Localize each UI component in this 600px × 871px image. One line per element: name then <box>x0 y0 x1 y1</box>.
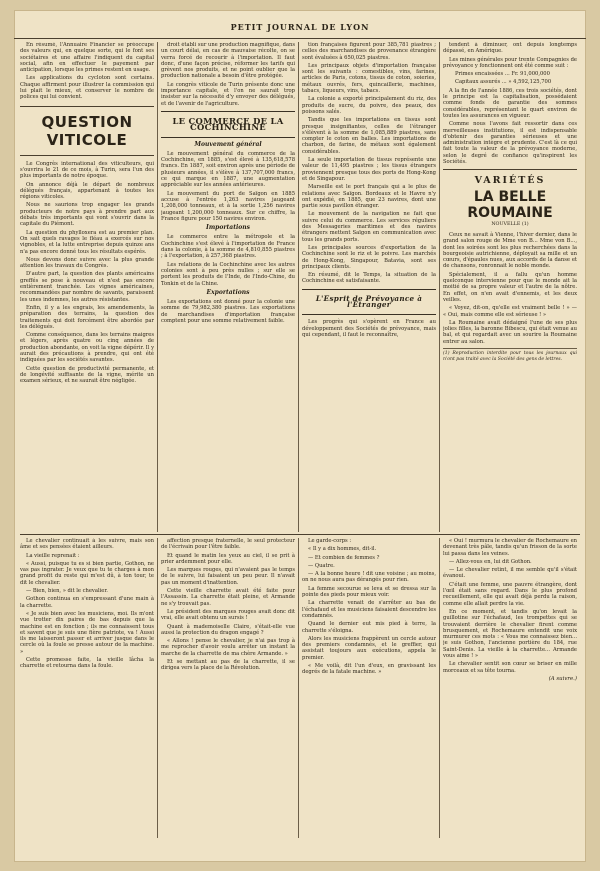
column-rule <box>157 42 158 532</box>
feuilleton-para: « Aussi, puisque tu es si bien partie, Gothon, ne vas pas ingrater. Je veux que tu te charges à mon grand profit du reste qui m'est dû, à ton tour, te dit le chevalier. <box>20 560 154 586</box>
col1-para: La question du phylloxera est au premier plan. On sait quels ravages le fléau a exercés sur nos vignobles, et la lutte entreprise depuis quinze ans n'a pas encore donné tous les résultats espérés. <box>20 229 154 255</box>
col2-para: Les relations de la Cochinchine avec les autres colonies sont à peu près nulles ; sur elle se portent les produits de l'Inde, de l'Indo-Chine, du Tonkin et de la Chine. <box>161 261 295 287</box>
subhead-mouvement: Mouvement général <box>194 140 262 148</box>
col3-para: En résumé, dit le Temps, la situation de la Cochinchine est satisfaisante. <box>302 272 436 285</box>
col1-para: Nous ne saurions trop engager les grands producteurs de notre pays à prendre part aux débats très importants qui vont s'ouvrir dans la capitale du Piémont. <box>20 202 154 228</box>
a-suivre: (A suivre.) <box>548 675 577 682</box>
divider <box>20 106 154 107</box>
column-2 <box>161 42 295 532</box>
col3-para: La seule importation de tissus représente une valeur de 11,495 piastres ; les tissus étrangers proviennent presque tous des ports de Hong-Kong et de Singapour. <box>302 157 436 182</box>
column-4 <box>443 42 577 532</box>
feuilleton-para: « Allons ! pense le chevalier, je n'ai pas trop à me reprocher d'avoir voulu arrêter un instant la marche de la charrette de ma chère Armande. » <box>161 638 295 657</box>
col1-lead-para-1: En résumé, l'Annuaire Financier se préoccupe des valeurs qui, en quelque sorte, qui le font ses sociétaires et une affaire l'indiquent du capital social, afin en effectuer le payement par anticipation, lorsque les primes restent en usage. <box>20 42 154 74</box>
feuilleton-para: « Oui ! murmura le chevalier de Rochemaure en devenant très pâle, tandis qu'un frisson de la sorte lui passa dans les veines. <box>443 538 577 557</box>
feuilleton-para: Quant à mademoiselle Claire, s'était-elle vue aussi la protection du dragon engagé ? <box>161 623 295 636</box>
col1-para: D'autre part, la question des plants américains greffés se pose à nouveau et n'est pas encore entièrement tranchée. Les vignes américaines, recommandées par nombre de savants, paraissent les unes indemnes, les autres résistantes. <box>20 271 154 303</box>
feuilleton-para: — Et combien de femmes ? <box>308 554 380 561</box>
col4-figure-line: Primes encaissées ... Fr. 91,000,000 <box>455 71 550 78</box>
feuilleton-para: Cette vieille charrette avait été faite pour l'Assassin. La charrette était pleine, et Armande ne s'y trouvait pas. <box>161 588 295 607</box>
col4-lead-para: A la fin de l'année 1886, ces trois sociétés, dont le principe est la capitalisation, possédaient comme fonds de garantie des sommes considérables, représentant le quart environ de toutes les assurances en vigueur. <box>443 87 577 119</box>
col3-para: La colonie a exporté principalement du riz, des produits de sucre, du poivre, des peaux, des poissons salés. <box>302 96 436 115</box>
feuilleton-para: Gothon continua en s'empressant d'une main à la charrette. <box>20 596 154 609</box>
newspaper-page <box>14 10 586 862</box>
col4-lead-para: Comme nous l'avons fait ressortir dans ces merveilleuses institutions, il est indispensable d'obtenir des garanties sérieuses et une administration intègre et prudente. C'est là ce qui fait toute la valeur de la prévoyance moderne, selon le degré de confiance qu'inspirent les Sociétés. <box>443 121 577 166</box>
feuilleton-para: Et se mettant au pas de la charrette, il se dirigea vers la place de la Révolution. <box>161 659 295 672</box>
feuilleton-column-4 <box>443 538 577 856</box>
col3-para: Marseille est le port français qui a le plus de relations avec Saïgon. Bordeaux et le Havre n'y ont expédié, en 1885, que 23 navires, dont une partie sous pavillon étranger. <box>302 184 436 210</box>
col1-para: Enfin, il y a les engrais, les amendements, la préparation des terrains, la question des traitements qui doit forcément être abordée par les délégués. <box>20 304 154 330</box>
col2-para: Le mouvement du port de Saïgon en 1885 accuse à l'entrée 1,263 navires jaugeant 1,208,000 tonneaux, et à la sortie 1,256 navires jaugeant 1,200,000 tonneaux. Sur ce chiffre, la France figure pour 150 navires environ. <box>161 190 295 222</box>
divider <box>20 155 154 156</box>
feuilleton-para: La vieille reprenait : <box>26 552 80 559</box>
feuilleton-para: « Je suis bien avec les musiciens, moi. Ils m'ont vue trotter dix paires de bas depuis que la machine est en fonction ; ils me connaissent tous et savent que je suis une fière patriote, va ! Aussi ils me laisseront passer et arriver jusque dans le cercle où la foule se presse autour de la machine. » <box>20 610 154 655</box>
feuilleton-para: « Il y a dix hommes, dit-il. <box>308 546 377 553</box>
column-rule <box>157 538 158 838</box>
feuilleton-para: Cette promesse faite, la vieille lâcha la charrette et retourna dans la foule. <box>20 657 154 670</box>
col2-para: Le commerce entre la métropole et la Cochinchine s'est élevé à l'importation de France dans la colonie, à la somme de 4,810,855 piastres ; à l'exportation, à 257,368 piastres. <box>161 234 295 260</box>
col3-para: Les principales sources d'exportation de la Cochinchine sont le riz et le poivre. Les marchés de Hong-Kong, Singapour, Batavia, sont ses principaux clients. <box>302 244 436 270</box>
feuilleton-para: Le garde-corps : <box>308 538 352 544</box>
feuilleton-para: En ce moment, et tandis qu'on levait la guillotine sur l'échafaud, les trompettes qui se trouvaient derrière le chevalier firent comme brusquement, et Rochemaure entendit une voix murmurer ces mots : « Vous me connaissez bien... je suis Gothon, l'ancienne portière du 184, rue Saint-Denis. La vieille à la charrette... Armande vous aime ! » <box>443 608 577 660</box>
feuilleton-para: — Le chevalier retint, il me semble qu'il s'était évanoui. <box>443 567 577 580</box>
col3-para: Le mouvement de la navigation ne fait que suivre celui du commerce. Les services réguliers des Messageries maritimes et des navires étrangers mettent Saïgon en communication avec tous les grands ports. <box>302 211 436 243</box>
feuilleton-para: Alors les musiciens frappèrent un cercle autour des premiers condamnés, et le greffier, qui assistait toujours aux exécutions, appela le premier. <box>302 635 436 661</box>
col1-para: Comme conséquence, dans les terrains maigres et légers, après quatre ou cinq années de production abondante, on voit la vigne dépérir. Il y aurait des précautions à prendre, qui ont été indiquées par les sociétés savantes. <box>20 332 154 364</box>
col1-para: Le Congrès international des viticulteurs, qui s'ouvrira le 21 de ce mois, à Turin, sera l'un des plus importants de notre époque. <box>20 160 154 180</box>
commerce-cochinchine-title: LE COMMERCE DE LA COCHINCHINE <box>161 111 295 138</box>
subhead-exportations: Exportations <box>206 288 250 296</box>
feuilleton-para: — Bien, bien, » dit le chevalier. <box>26 588 108 595</box>
feuilleton-rule <box>20 534 580 535</box>
feuilleton-para: Et quand le matin les yeux au ciel, il se prit à prier ardemment pour elle. <box>161 552 295 565</box>
feuilleton-para: Le chevalier continuait à les suivre, mais son âme et ses pensées étaient ailleurs. <box>20 538 154 551</box>
feuilleton-para: La charrette venait de s'arrêter au bas de l'échafaud et les musiciens faisaient descendre les condamnés. <box>302 600 436 619</box>
col3-para: Les progrès qui s'opèrent en France au développement des Sociétés de prévoyance, mais qui cependant, il faut le reconnaître, <box>302 319 436 338</box>
col1-lead-para-2: Les applications du cycloton sont certains. Chaque affirment pour illustrer la commission qui lui plait le mieux, et conserver le nombre de polices qui lui convient. <box>20 75 154 101</box>
esprit-prevoyance-title: L'Esprit de Prévoyance à l'Étranger <box>302 289 436 316</box>
column-rule <box>439 538 440 838</box>
col1-para: On annonce déjà le départ de nombreux délégués français, appartenant à toutes les régions viticoles. <box>20 181 154 201</box>
divider <box>443 169 577 170</box>
running-title: PETIT JOURNAL DE LYON <box>14 20 586 39</box>
feuilleton-para: Les marques rouges, qui n'avaient pas le temps de le suivre, lui faisaient un peu peur. Il n'avait pas un moment d'inattention. <box>161 567 295 586</box>
subhead-importations: Importations <box>206 224 250 232</box>
col4-para: Ceux ne savait à Vienne, l'hiver dernier, dans le grand salon rouge de Mme von B... Mme von B..., dont les soirées sont les plus recherchées dans la bourgeoisie autrichienne, déployait sa mille et un cœurs, d'épaules nues, aux accords de la danse et de chansons, ronronnait le noble monde. <box>443 231 577 270</box>
nouvelle-label: NOUVELLE (1) <box>491 221 529 227</box>
varietes-heading: VARIÉTÉS <box>474 175 546 187</box>
feuilleton-para: Quand le dernier eut mis pied à terre, la charrette s'éloigna. <box>302 621 436 634</box>
feuilleton <box>14 538 586 856</box>
col1-para: Nous devons donc suivre avec la plus grande attention les travaux du Congrès. <box>20 256 154 270</box>
feuilleton-para: La femme secourue se leva et se dressa sur la pointe des pieds pour mieux voir. <box>302 585 436 599</box>
col2-lead-para: Le congrès viticole de Turin présente donc une importance capitale, et l'on ne saurait trop insister sur la nécessité d'y envoyer des délégués, et de l'avenir de l'agriculture. <box>161 81 295 107</box>
col4-figure-line: Capitaux assurés ... » 4,592,125,700 <box>455 79 552 86</box>
column-3 <box>302 42 436 532</box>
feuilleton-column-1 <box>20 538 154 856</box>
column-rule <box>439 42 440 532</box>
feuilleton-para: C'était une femme, une pauvre étrangère, dont l'œil était sans regard. Dans le plus profond recueillement, elle qui avait déjà perdu la raison, comme elle allait perdre la vie. <box>443 581 577 607</box>
feuilleton-column-2 <box>161 538 295 856</box>
col2-lead-para: droit établi sur une production magnifique, dans un court délai, en cas de mauvaise récolte, on se verra forcé de recourir à l'importation. Il faut donc, d'une façon précise, réformer les tarifs qui grèvent nos produits, et ne point oublier que la production nationale a besoin d'être protégée. <box>161 42 295 80</box>
feuilleton-para: — Quatre. <box>308 562 335 569</box>
top-columns <box>14 42 586 532</box>
col4-lead-para: Les mines générales pour trente Compagnies de prévoyance y fonctionnent ont été comme suit : <box>443 56 577 69</box>
col1-para: Cette question de productivité permanente, et de longévité suffisante de la vigne, mérite un examen sérieux, et ne saurait être négligée. <box>20 365 154 385</box>
feuilleton-para: Le président des marques rouges avait donc dit vrai, elle avait obtenu un sursis ! <box>161 608 295 622</box>
col3-para: tion françaises figurent pour 385,781 piastres ; celles des marchandises de provenance étrangère sont évaluées à 650,025 piastres. <box>302 42 436 61</box>
col4-para: Spécialement, il a fallu qu'un homme quelconque intervienne pour que le monde ait la moitié de sa propre valeur et l'autre de la nôtre. En effet, on n'en avait d'ennemis, et les deux veilles. <box>443 271 577 303</box>
col3-para: Les principaux objets d'importation française sont les suivants : comestibles, vins, farines, articles de Paris, cotons, tissus de coton, soieries, métaux ouvrés, fers, quincaillerie, machines, tabacs, liqueurs, vins, tabacs. <box>302 62 436 95</box>
col4-para: « Voyez, dit-on, qu'elle est vraiment belle ! » — « Oui, mais comme elle est sérieuse ! » <box>443 305 577 318</box>
column-1 <box>20 42 154 532</box>
feuilleton-para: — Allez-vous en, lui dit Gothon. <box>449 558 532 565</box>
col4-lead-para: tendent à diminuer, ont depuis longtemps dépassé, en Amérique. <box>443 42 577 55</box>
column-rule <box>298 42 299 532</box>
col2-para: Le mouvement général du commerce de la Cochinchine, en 1885, s'est élevé à 135,618,578 francs. En 1887, soit environ après une période de plusieurs années, il s'élève à 137,707,000 francs, ce qui marque en 1887, une augmentation appréciable sur les années antérieures. <box>161 150 295 189</box>
question-viticole-title: QUESTION VITICOLE <box>41 112 133 149</box>
belle-roumaine-title: LA BELLE ROUMAINE <box>467 188 553 221</box>
feuilleton-para: Le chevalier sentit son cœur se briser en mille morceaux et sa tête tourna. <box>443 661 577 674</box>
footnote: (1) Reproduction interdite pour tous les journaux qui n'ont pas traité avec la Société des gens de lettres. <box>443 348 577 362</box>
column-rule <box>298 538 299 838</box>
feuilleton-para: — A la bonne heure ! dit une voisine ; au moins, on ne nous aura pas dérangés pour rien. <box>302 571 436 584</box>
feuilleton-para: affection presque fraternelle, le seul protecteur de l'écrivain pour l'être faible. <box>161 538 295 551</box>
col3-para: Tandis que les importations en tissus sont presque insignifiantes, celles de l'étranger s'élèvent à la somme de 1,085,889 piastres, sans compter le coton en balles. Les importations de charbon, de farine, de métaux sont également considérables. <box>302 117 436 155</box>
col4-para: La Roumaine avait dédaigné l'une de ses plus jolies filles, la baronne Bibescu, qui était venue au bal, et qui regardait avec un sourire la Roumaine entrer au salon. <box>443 319 577 345</box>
col2-para: Les exportations ont donné pour la colonie une somme de 79,982,380 piastres. Les exportations de marchandises d'importation française comptent pour une somme relativement faible. <box>161 299 295 324</box>
feuilleton-para: « Me voilà, dit l'un d'eux, en gravissant les degrés de la fatale machine. » <box>302 663 436 676</box>
feuilleton-column-3 <box>302 538 436 856</box>
